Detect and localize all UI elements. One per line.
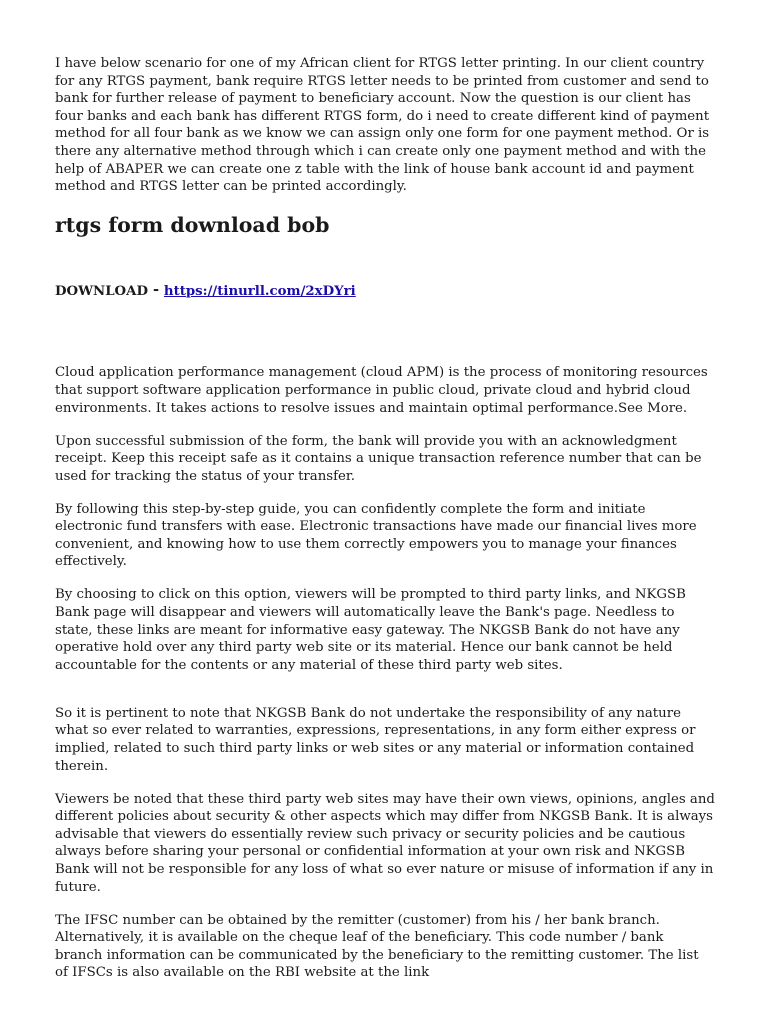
paragraph-acknowledgment: Upon successful submission of the form, the bank will provide you with an acknowledgment receipt. Keep this receipt safe as it contains a unique transaction reference number that can be used for tracking the status of your transfer. xyxy=(55,433,702,484)
spacer xyxy=(55,690,715,705)
paragraph-third-party-links: By choosing to click on this option, viewers will be prompted to third party links, and NKGSB Bank page will disappear and viewers will automatically leave the Bank's page. Needless to state, these links are meant for informative easy gateway. The NKGSB Bank do not have any operative hold over any third party web site or its material. Hence our bank cannot be held accountable for the contents or any material of these third party web sites. xyxy=(55,587,686,673)
paragraph-cloud-apm: Cloud application performance management (cloud APM) is the process of monitoring resources that support software application performance in public cloud, private cloud and hybrid cloud environments. It takes actions to resolve issues and maintain optimal performance.See More. xyxy=(55,365,708,416)
paragraph-step-by-step: By following this step-by-step guide, you can confidently complete the form and initiate electronic fund transfers with ease. Electronic transactions have made our financial lives more convenient, and knowing how to use them correctly empowers you to manage your finances effectively. xyxy=(55,501,697,570)
download-label: DOWNLOAD xyxy=(55,283,148,299)
intro-paragraph: I have below scenario for one of my African client for RTGS letter printing. In our client country for any RTGS payment, bank require RTGS letter needs to be printed from customer and send to bank for further release of payment to beneficiary account. Now the question is our client has four banks and each bank has different RTGS form, do i need to create different kind of payment method for all four bank as we know we can assign only one form for one payment method. Or is there any alternative method through which i can create only one payment method and with the help of ABAPER we can create one z table with the link of house bank account id and payment method and RTGS letter can be printed accordingly. xyxy=(55,56,710,195)
paragraph-policies: Viewers be noted that these third party web sites may have their own views, opinions, angles and different policies about security & other aspects which may differ from NKGSB Bank. It is always advisable that viewers do essentially review such privacy or security policies and be cautious always before sharing your personal or confidential information at your own risk and NKGSB Bank will not be responsible for any loss of what so ever nature or misuse of information if any in future. xyxy=(55,791,715,895)
paragraph-ifsc: The IFSC number can be obtained by the remitter (customer) from his / her bank branch. Alternatively, it is available on the cheque leaf of the beneficiary. This code number / bank branch information can be communicated by the beneficiary to the remitting customer. The list of IFSCs is also available on the RBI website at the link xyxy=(55,912,699,981)
download-link[interactable]: https://tinurll.com/2xDYri xyxy=(163,283,356,299)
download-arrow-icon: ⁃ xyxy=(152,283,160,299)
document-page xyxy=(55,55,715,997)
page-heading: rtgs form download bob xyxy=(55,212,330,237)
paragraph-responsibility: So it is pertinent to note that NKGSB Bank do not undertake the responsibility of any nature what so ever related to warranties, expressions, representations, in any form either express or implied, related to such third party links or web sites or any material or information contained therein. xyxy=(55,705,696,774)
spacer xyxy=(55,300,715,364)
download-line xyxy=(55,283,715,301)
